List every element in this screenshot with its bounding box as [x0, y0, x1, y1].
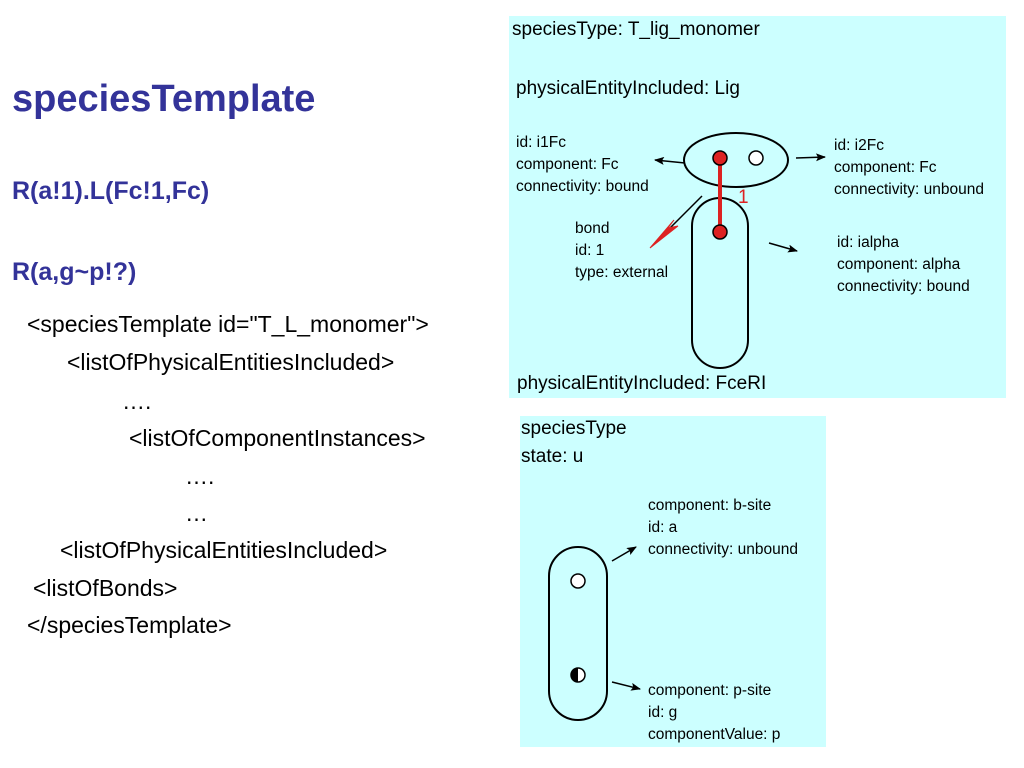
i1fc-id: id: i1Fc	[516, 134, 566, 151]
i1fc-site-bound	[713, 151, 727, 165]
xml-line-ellipsis-2: ….	[185, 463, 215, 489]
entity-lig-label: physicalEntityIncluded: Lig	[516, 78, 740, 99]
bond-pointer-line	[668, 196, 702, 230]
bond-type: type: external	[575, 264, 669, 281]
rule-2: R(a,g~p!?)	[12, 258, 137, 286]
arrow-to-i1fc	[655, 160, 685, 163]
bsite-id: id: a	[648, 519, 678, 536]
ialpha-component: component: alpha	[837, 256, 961, 273]
ialpha-site-bound	[713, 225, 727, 239]
xml-line-ellipsis-3: …	[185, 500, 208, 526]
arrow-to-ialpha	[769, 243, 797, 251]
i2fc-connectivity: connectivity: unbound	[834, 181, 984, 198]
i2fc-id: id: i2Fc	[834, 137, 884, 154]
xml-line-list-entities-open: <listOfPhysicalEntitiesIncluded>	[67, 349, 395, 375]
i1fc-component: component: Fc	[516, 156, 619, 173]
species-type-label: speciesType: T_lig_monomer	[512, 19, 760, 40]
i1fc-connectivity: connectivity: bound	[516, 178, 649, 195]
ialpha-connectivity: connectivity: bound	[837, 278, 970, 295]
psite-id: id: g	[648, 704, 678, 721]
slide-title: speciesTemplate	[12, 78, 316, 120]
xml-line-list-bonds: <listOfBonds>	[33, 575, 178, 601]
entity-fceri-label: physicalEntityIncluded: FceRI	[517, 373, 767, 394]
xml-line-list-entities-close: <listOfPhysicalEntitiesIncluded>	[60, 537, 388, 563]
i2fc-site-unbound	[749, 151, 763, 165]
bsite-connectivity: connectivity: unbound	[648, 541, 798, 558]
bottom-state-label: state: u	[521, 446, 584, 467]
ialpha-id: id: ialpha	[837, 234, 900, 251]
xml-line-species-template-open: <speciesTemplate id="T_L_monomer">	[27, 311, 429, 337]
xml-line-ellipsis-1: ….	[122, 388, 152, 414]
xml-line-list-components: <listOfComponentInstances>	[129, 425, 426, 451]
rule-1: R(a!1).L(Fc!1,Fc)	[12, 177, 210, 205]
bsite-site-unbound	[571, 574, 585, 588]
receptor-ellipse	[549, 547, 607, 720]
bottom-species-type-label: speciesType	[521, 418, 627, 439]
xml-line-species-template-close: </speciesTemplate>	[27, 612, 232, 638]
psite-value: componentValue: p	[648, 726, 781, 743]
bsite-component: component: b-site	[648, 497, 772, 514]
i2fc-component: component: Fc	[834, 159, 937, 176]
arrow-to-bsite	[612, 547, 636, 561]
bond-heading: bond	[575, 220, 610, 237]
arrow-to-psite	[612, 682, 640, 689]
bond-number-label: 1	[738, 187, 749, 208]
lig-ellipse	[684, 133, 788, 187]
arrow-to-i2fc	[796, 157, 825, 158]
psite-component: component: p-site	[648, 682, 772, 699]
bond-id: id: 1	[575, 242, 605, 259]
